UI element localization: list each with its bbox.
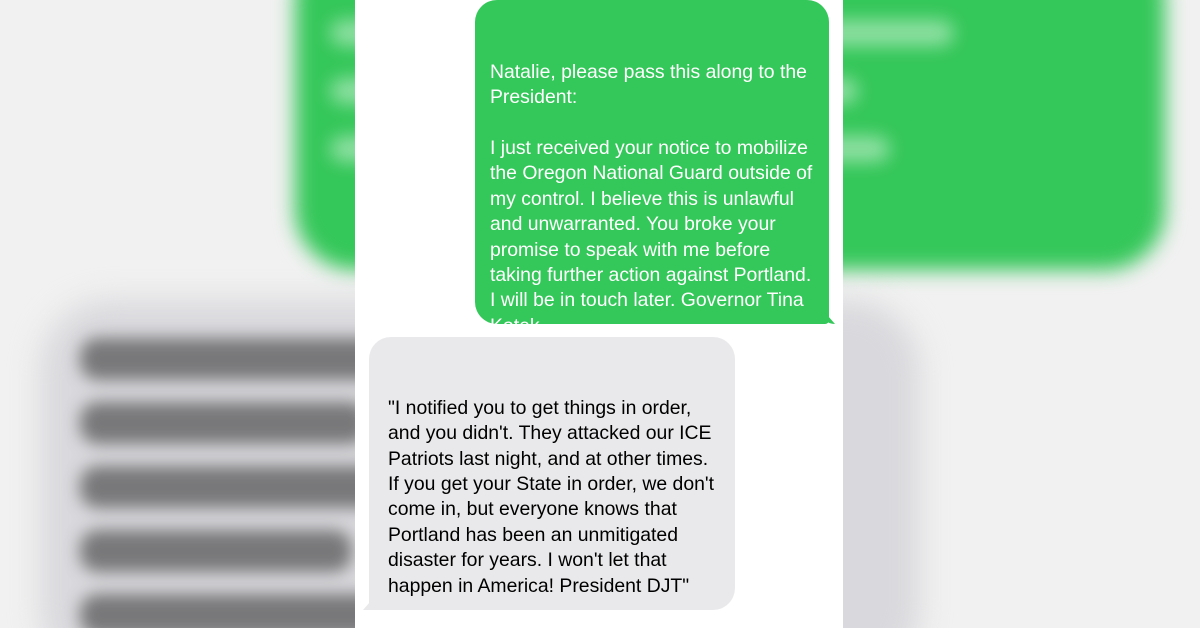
received-message-bubble[interactable] bbox=[369, 337, 735, 610]
received-message-text: "I notified you to get things in order, and you didn't. They attacked our ICE Patriots last night, and at other times. If you get your State in order, we don't come in, but everyone knows that Portland has been an unmitigated disaster for years. I won't let that happen in America! President DJT" bbox=[388, 396, 720, 597]
sent-message-bubble[interactable] bbox=[475, 0, 829, 337]
sent-message-text: Natalie, please pass this along to the President: I just received your notice to mobilize the Oregon National Guard outside of my control. I believe this is unlawful and unwarranted. You broke your promise to speak with me before taking further action against Portland. I will be in touch later. Governor Tina Kotek bbox=[490, 60, 813, 337]
message-thread[interactable] bbox=[355, 0, 843, 628]
